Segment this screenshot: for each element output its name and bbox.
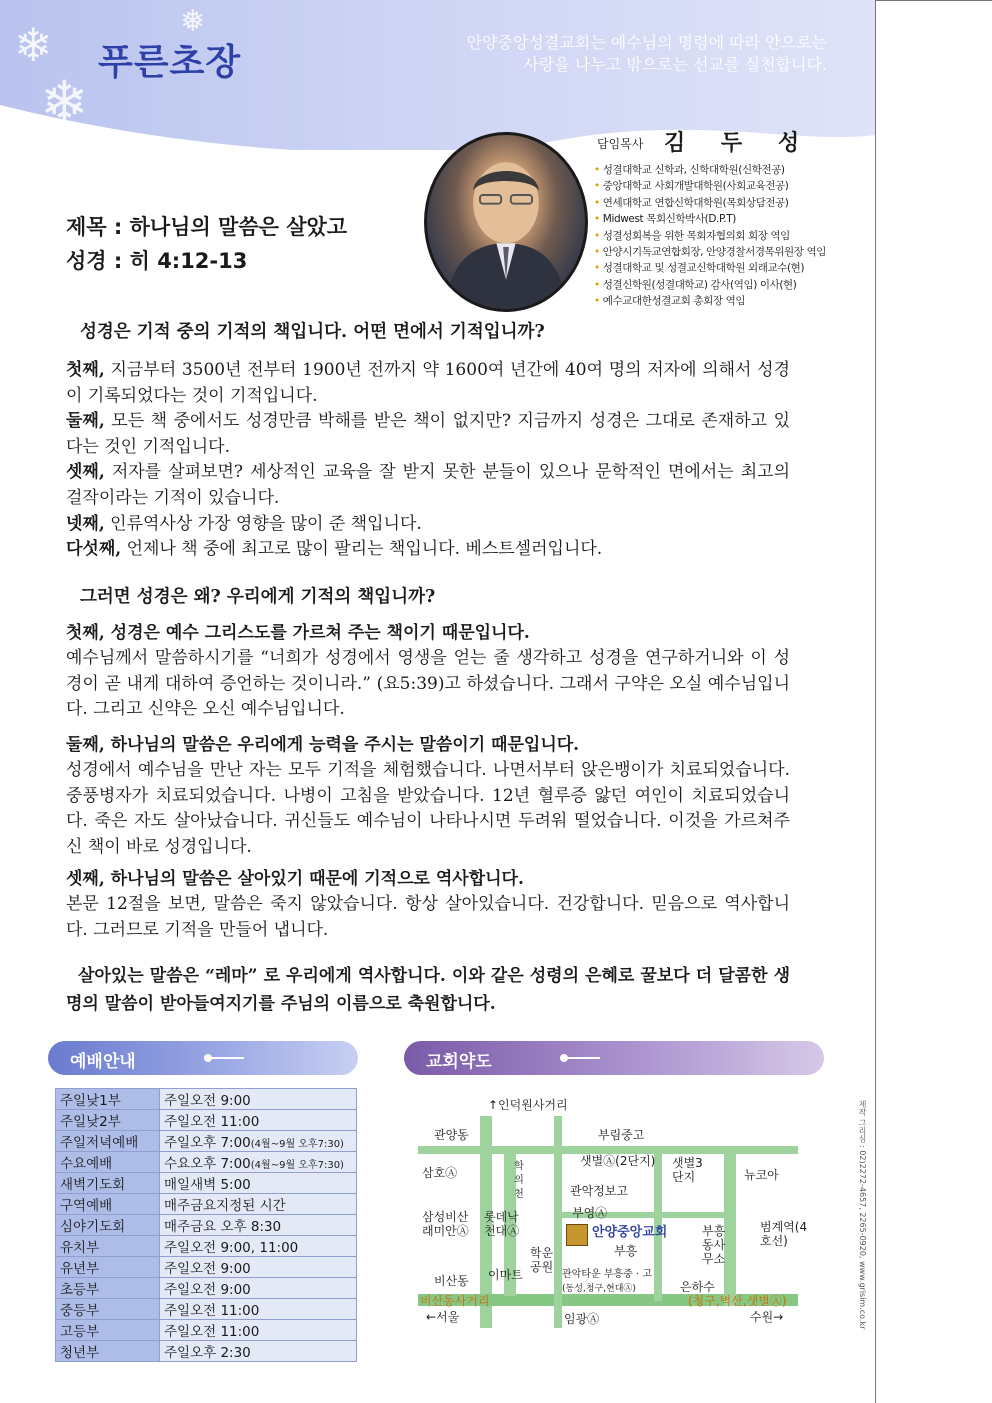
credential-item: • 성결신학원(성결대학교) 감사(역임) 이사(현): [594, 277, 826, 293]
map-label: 삼호Ⓐ: [422, 1166, 458, 1180]
table-row: 유년부 주일오전 9:00: [56, 1257, 357, 1278]
map-label: 학의천: [514, 1161, 524, 1200]
print-credit: 제작 그리심 : 02)2272-4657, 2265-0920, www.grisim.co.kr: [858, 1100, 867, 1330]
credential-item: • 안양시기독교연합회장, 안양경찰서경목위원장 역임: [594, 244, 826, 260]
map-label: 은하수: [680, 1280, 715, 1294]
church-marker: [566, 1224, 588, 1246]
map-label: 비산동사거리: [420, 1294, 490, 1308]
credential-item: • 성결대학교 및 성결교신학대학원 외래교수(현): [594, 260, 826, 276]
map-label: 부영Ⓐ: [572, 1206, 608, 1220]
question-heading: 그러면 성경은 왜? 우리에게 기적의 책입니까?: [80, 587, 436, 607]
map-label: ←서울: [426, 1310, 460, 1324]
snowflake-icon: ❄: [14, 18, 53, 72]
closing-blessing: 살아있는 말씀은 “레마” 로 우리에게 역사합니다. 이와 같은 성령의 은혜로 꿀보다 더 달콤한 생명의 말씀이 받아들여지기를 주님의 이름으로 축원합니다.: [66, 966, 790, 1014]
table-row: 구역예배 매주금요지정된 시간: [56, 1194, 357, 1215]
table-row: 수요예배 수요오후 7:00(4월~9월 오후7:30): [56, 1152, 357, 1173]
worship-heading: 예배안내: [48, 1041, 358, 1075]
reason-body: 성경에서 예수님을 만난 자는 모두 기적을 체험했습니다. 나면서부터 앉은뱅이가 치료되었습니다. 중풍병자가 치료되었습니다. 나병이 고침을 받았습니다. 12년 혈루증 앓던 여인이 치료되었습니다. 죽은 자도 살아났습니다. 귀신들도 예수님이 나타나시면 두려워 떨었습니다. 이것을 가르쳐주신 책이 바로 성경입니다.: [66, 760, 790, 857]
church-location-map: [404, 1096, 844, 1331]
page-edge-rule: [875, 0, 876, 1403]
table-row: 심야기도회 매주금요 오후 8:30: [56, 1215, 357, 1236]
map-label: ↑인덕원사거리: [488, 1098, 568, 1112]
map-label: 샛별Ⓐ(2단지): [580, 1154, 656, 1168]
pastor-name: 김 두 성: [664, 131, 814, 156]
miracle-points: [66, 358, 790, 563]
table-row: 유치부 주일오전 9:00, 11:00: [56, 1236, 357, 1257]
credential-item: • 예수교대한성결교회 총회장 역임: [594, 293, 826, 309]
reason-body: 본문 12절을 보면, 말씀은 죽지 않았습니다. 항상 살아있습니다. 건강합니다. 믿음으로 역사합니다. 그러므로 기적을 만들어 냅니다.: [66, 894, 790, 940]
pin-icon: [564, 1057, 600, 1059]
page-edge-rule-top: [875, 0, 992, 1]
road: [418, 1146, 798, 1154]
table-row: 주일낮2부 주일오전 11:00: [56, 1110, 357, 1131]
map-label: 관양동: [434, 1128, 469, 1142]
map-label: (청구,벽산,샛별Ⓐ): [688, 1294, 787, 1308]
sermon-heading: [66, 210, 347, 278]
pastor-portrait: [427, 135, 585, 309]
road: [554, 1116, 562, 1328]
table-row: 새벽기도회 매일새벽 5:00: [56, 1173, 357, 1194]
map-label: (동성,청구,현대Ⓐ): [562, 1284, 636, 1294]
map-label: 삼성비산래미안Ⓐ: [422, 1210, 469, 1238]
church-motto: 안양중앙성결교회는 예수님의 명령에 따라 안으로는 사랑을 나누고 밖으로는 선교를 실천합니다.: [466, 33, 827, 74]
reason-heading: 첫째, 성경은 예수 그리스도를 가르쳐 주는 책이기 때문입니다.: [66, 623, 530, 643]
point-paragraph: 다섯째, 언제나 책 중에 최고로 많이 팔리는 책입니다. 베스트셀러입니다.: [66, 539, 603, 560]
road: [654, 1146, 662, 1301]
table-row: 고등부 주일오전 11:00: [56, 1320, 357, 1341]
credential-item: • 성결성회복을 위한 목회자협의회 회장 역임: [594, 228, 826, 244]
credential-item: • Midwest 목회신학박사(D.P.T): [594, 211, 826, 227]
reason-section: [66, 620, 790, 723]
credential-item: • 중앙대학교 사회개발대학원(사회교육전공): [594, 178, 826, 194]
worship-schedule-table: [55, 1088, 357, 1362]
reason-section: [66, 866, 790, 943]
church-label: 안양중앙교회: [592, 1225, 668, 1240]
pastor-credentials: [594, 162, 826, 310]
reason-heading: 셋째, 하나님의 말씀은 살아있기 때문에 기적으로 역사합니다.: [66, 869, 524, 889]
snowflake-icon: ❄: [40, 68, 89, 136]
pin-icon: [208, 1057, 244, 1059]
table-row: 청년부 주일오후 2:30: [56, 1341, 357, 1362]
map-label: 관악정보고: [570, 1184, 628, 1198]
table-row: 주일낮1부 주일오전 9:00: [56, 1089, 357, 1110]
table-row: 중등부 주일오전 11:00: [56, 1299, 357, 1320]
map-label: 부흥동사무소: [702, 1224, 726, 1266]
map-label: 샛별3단지: [672, 1156, 703, 1184]
map-label: 관악타운 부흥중 · 고: [562, 1269, 652, 1280]
map-heading: 교회약도: [404, 1041, 824, 1075]
pastor-role: 담임목사: [597, 137, 644, 151]
question-heading: 성경은 기적 중의 기적의 책입니다. 어떤 면에서 기적입니까?: [80, 322, 545, 342]
point-paragraph: 둘째, 모든 책 중에서도 성경만큼 박해를 받은 책이 없지만? 지금까지 성경은 그대로 존재하고 있다는 것인 기적입니다.: [66, 411, 790, 457]
newsletter-logo: 푸른초장: [98, 42, 242, 83]
sermon-title: 제목 : 하나님의 말씀은 살았고: [66, 215, 348, 239]
credential-item: • 성결대학교 신학과, 신학대학원(신학전공): [594, 162, 826, 178]
map-label: 부림중고: [598, 1128, 645, 1142]
map-label: 범계역(4호선): [760, 1220, 808, 1248]
map-label: 학운공원: [530, 1246, 554, 1274]
map-label: 수원→: [750, 1310, 784, 1324]
point-paragraph: 첫째, 지금부터 3500년 전부터 1900년 전까지 약 1600여 년간에 40여 명의 저자에 의해서 성경이 기록되었다는 것이 기적입니다.: [66, 360, 790, 406]
map-label: 뉴코아: [744, 1168, 779, 1182]
pastor-photo: [424, 132, 588, 312]
table-row: 주일저녁예배 주일오후 7:00(4월~9월 오후7:30): [56, 1131, 357, 1152]
map-label: 비산동: [434, 1274, 469, 1288]
reason-body: 예수님께서 말씀하시기를 “너희가 성경에서 영생을 얻는 줄 생각하고 성경을 연구하거니와 이 성경이 곧 내게 대하여 증언하는 것이니라.” (요5:39)고 하셨습니다. 그래서 구약은 오실 예수님입니다. 그리고 신약은 오신 예수님입니다.: [66, 648, 790, 720]
reason-heading: 둘째, 하나님의 말씀은 우리에게 능력을 주시는 말씀이기 때문입니다.: [66, 735, 580, 755]
map-label: 이마트: [488, 1268, 523, 1282]
snowflake-icon: ❅: [180, 4, 206, 39]
map-label: 롯데낙천대Ⓐ: [484, 1210, 520, 1238]
sermon-scripture: 성경 : 히 4:12-13: [66, 249, 248, 273]
point-paragraph: 넷째, 인류역사상 가장 영향을 많이 준 책입니다.: [66, 513, 422, 534]
map-label: 부흥: [614, 1244, 638, 1258]
table-row: 초등부 주일오전 9:00: [56, 1278, 357, 1299]
credential-item: • 연세대학교 연합신학대학원(목회상담전공): [594, 195, 826, 211]
point-paragraph: 셋째, 저자를 살펴보면? 세상적인 교육을 잘 받지 못한 분들이 있으나 문학적인 면에서는 최고의 걸작이라는 기적이 있습니다.: [66, 462, 790, 508]
reason-section: [66, 732, 790, 860]
map-label: 임광Ⓐ: [564, 1312, 600, 1326]
